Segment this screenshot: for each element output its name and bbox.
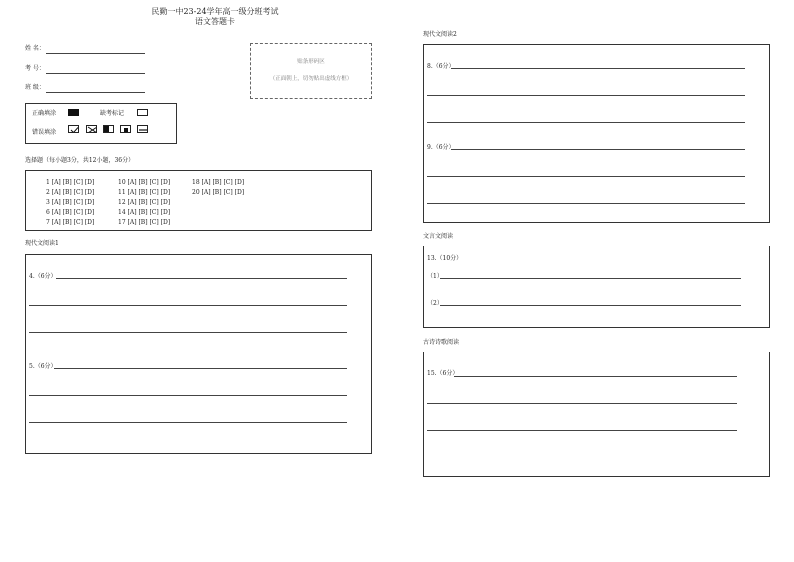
q13-label: 13.（10分） bbox=[427, 255, 463, 262]
absent-checkbox[interactable] bbox=[137, 109, 148, 116]
answer-line[interactable] bbox=[427, 430, 737, 431]
choice-column-3[interactable] bbox=[192, 178, 244, 198]
choice-row[interactable]: 12 [A] [B] [C] [D] bbox=[118, 199, 171, 206]
q15-label: 15.（6分） bbox=[427, 370, 459, 377]
answer-line[interactable] bbox=[427, 203, 745, 204]
answer-line[interactable] bbox=[29, 332, 347, 333]
choice-row[interactable]: 20 [A] [B] [C] [D] bbox=[192, 189, 245, 196]
answer-line[interactable] bbox=[454, 376, 737, 377]
name-field[interactable] bbox=[46, 53, 145, 54]
choice-row[interactable]: 6 [A] [B] [C] [D] bbox=[46, 209, 95, 216]
choice-heading: 选择题（每小题3分，共12小题，36分） bbox=[25, 157, 135, 164]
choice-row[interactable]: 18 [A] [B] [C] [D] bbox=[192, 179, 245, 186]
answer-line[interactable] bbox=[427, 95, 745, 96]
choice-column-2[interactable] bbox=[118, 178, 170, 228]
answer-line[interactable] bbox=[29, 395, 347, 396]
sticker-title: 贴条形码区 bbox=[297, 59, 325, 65]
sticker-note: （正面朝上，切勿贴出虚线方框） bbox=[269, 76, 353, 82]
q13-sub1-label: （1） bbox=[427, 273, 443, 280]
answer-line[interactable] bbox=[29, 422, 347, 423]
q9-label: 9.（6分） bbox=[427, 144, 455, 151]
wrong-label: 错误填涂 bbox=[32, 129, 57, 136]
exam-subtitle: 语文答题卡 bbox=[195, 17, 235, 26]
wrong-mark-dot-icon bbox=[120, 125, 131, 133]
classical-heading: 文言文阅读 bbox=[423, 233, 454, 240]
q8-label: 8.（6分） bbox=[427, 63, 455, 70]
answer-line[interactable] bbox=[56, 278, 347, 279]
answer-line[interactable] bbox=[29, 305, 347, 306]
q5-label: 5.（6分） bbox=[29, 363, 57, 370]
wrong-mark-cross-icon bbox=[86, 125, 97, 133]
class-label: 班 级： bbox=[25, 84, 45, 91]
choice-box bbox=[25, 170, 372, 231]
reading2-heading: 现代文阅读2 bbox=[423, 31, 457, 38]
correct-label: 正确填涂 bbox=[32, 110, 57, 117]
reading1-box bbox=[25, 254, 372, 454]
choice-row[interactable]: 10 [A] [B] [C] [D] bbox=[118, 179, 171, 186]
correct-fill-mark bbox=[68, 109, 79, 116]
class-field[interactable] bbox=[46, 92, 145, 93]
answer-line[interactable] bbox=[427, 403, 737, 404]
q13-sub2-label: （2） bbox=[427, 300, 443, 307]
answer-line[interactable] bbox=[451, 68, 745, 69]
id-field[interactable] bbox=[46, 73, 145, 74]
reading2-box bbox=[423, 44, 770, 223]
barcode-sticker-area bbox=[250, 43, 372, 99]
choice-row[interactable]: 1 [A] [B] [C] [D] bbox=[46, 179, 95, 186]
poetry-box bbox=[423, 352, 770, 477]
wrong-mark-check-icon bbox=[68, 125, 79, 133]
answer-line[interactable] bbox=[427, 122, 745, 123]
poetry-heading: 古诗诗歌阅读 bbox=[423, 339, 460, 346]
answer-line[interactable] bbox=[440, 278, 741, 279]
wrong-mark-line-icon bbox=[137, 125, 148, 133]
classical-box bbox=[423, 246, 770, 328]
answer-line[interactable] bbox=[427, 176, 745, 177]
answer-line[interactable] bbox=[440, 305, 741, 306]
choice-row[interactable]: 7 [A] [B] [C] [D] bbox=[46, 219, 95, 226]
answer-line[interactable] bbox=[451, 149, 745, 150]
id-label: 考 号： bbox=[25, 65, 45, 72]
choice-column-1[interactable] bbox=[46, 178, 94, 228]
choice-row[interactable]: 14 [A] [B] [C] [D] bbox=[118, 209, 171, 216]
choice-row[interactable]: 3 [A] [B] [C] [D] bbox=[46, 199, 95, 206]
choice-row[interactable]: 11 [A] [B] [C] [D] bbox=[118, 189, 171, 196]
name-label: 姓 名： bbox=[25, 45, 45, 52]
q4-label: 4.（6分） bbox=[29, 273, 57, 280]
exam-title: 民勤一中23-24学年高一级分班考试 bbox=[151, 7, 279, 16]
reading1-heading: 现代文阅读1 bbox=[25, 240, 59, 247]
choice-row[interactable]: 2 [A] [B] [C] [D] bbox=[46, 189, 95, 196]
choice-row[interactable]: 17 [A] [B] [C] [D] bbox=[118, 219, 171, 226]
fill-legend bbox=[25, 103, 177, 144]
absent-label: 缺考标记 bbox=[100, 110, 125, 117]
answer-line[interactable] bbox=[54, 368, 347, 369]
wrong-mark-half-icon bbox=[103, 125, 114, 133]
